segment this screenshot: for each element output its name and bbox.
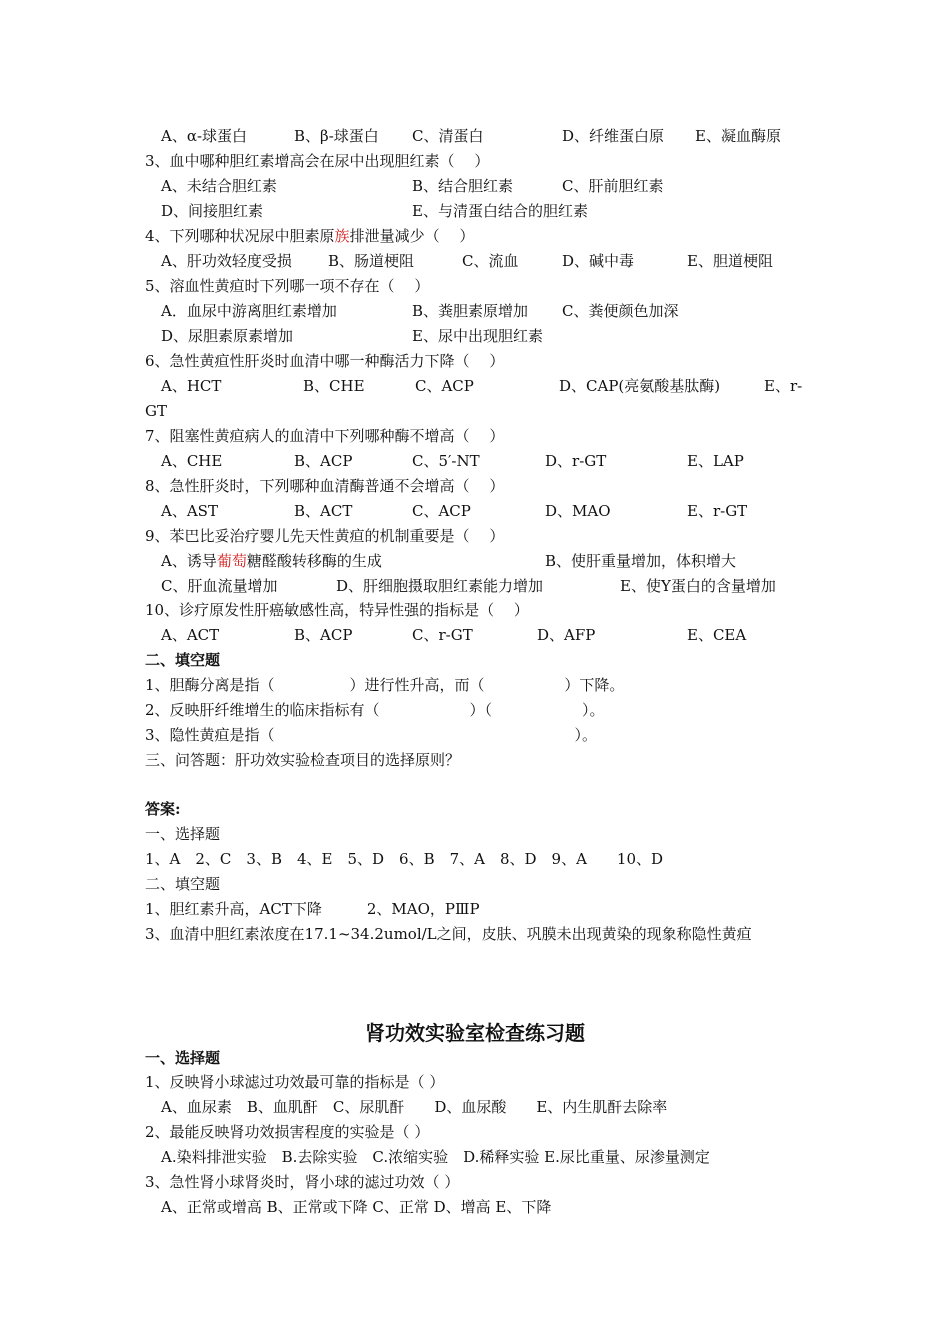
section-heading-fill: 二、填空题 — [145, 651, 221, 669]
option-a: A、α-球蛋白 — [161, 127, 248, 145]
option-a: A、AST — [161, 502, 218, 520]
option-e: E、使Y蛋白的含量增加 — [620, 577, 776, 595]
option-e: E、r- — [764, 377, 803, 395]
question-5: 5、溶血性黄疸时下列哪一项不存在（ ） — [145, 277, 430, 295]
question-3: 3、血中哪种胆红素增高会在尿中出现胆红素（ ） — [145, 152, 490, 170]
option-a: A．血尿中游离胆红素增加 — [161, 302, 337, 320]
option-b: B、使肝重量增加，体积增大 — [545, 552, 737, 570]
option-d: D、CAP(亮氨酸基肽酶) — [559, 377, 721, 395]
option-e: E、尿中出现胆红素 — [412, 327, 543, 345]
question-8: 8、急性肝炎时，下列哪种血清酶普通不会增高（ ） — [145, 477, 505, 495]
option-c: C、ACP — [415, 377, 474, 395]
option-a-suffix: 糖醛酸转移酶的生成 — [246, 552, 382, 570]
option-d: D、r-GT — [545, 452, 607, 470]
option-a: A、HCT — [161, 377, 222, 395]
option-a — [161, 551, 382, 571]
kidney-question-3-options: A、正常或增高 B、正常或下降 C、正常 D、增高 E、下降 — [161, 1198, 552, 1216]
option-d: D、纤维蛋白原 — [562, 127, 665, 145]
kidney-question-3: 3、急性肾小球肾炎时，肾小球的滤过功效（ ） — [145, 1173, 460, 1191]
option-b: B、结合胆红素 — [412, 177, 514, 195]
answers-section-choice: 一、选择题 — [145, 825, 221, 843]
option-d: D、尿胆素原素增加 — [161, 327, 294, 345]
option-d: D、AFP — [537, 626, 596, 644]
option-a: A、ACT — [161, 626, 220, 644]
option-e: E、r-GT — [687, 502, 748, 520]
answers-choice-list: 1、A 2、C 3、B 4、E 5、D 6、B 7、A 8、D 9、A 10、D — [145, 850, 664, 868]
option-e: E、CEA — [687, 626, 747, 644]
option-b: B、β-球蛋白 — [294, 127, 379, 145]
option-b: B、肠道梗阻 — [328, 252, 415, 270]
option-c: C、肝血流量增加 — [161, 577, 278, 595]
option-e: E、与清蛋白结合的胆红素 — [412, 202, 588, 220]
option-b: B、ACT — [294, 502, 353, 520]
option-b: B、ACP — [294, 626, 353, 644]
option-c: C、清蛋白 — [412, 127, 484, 145]
option-e: E、胆道梗阻 — [687, 252, 773, 270]
fill-question-3: 3、隐性黄疸是指（ ）。 — [145, 726, 598, 744]
question-10: 10、诊疗原发性肝癌敏感性高，特异性强的指标是（ ） — [145, 601, 529, 619]
answers-fill-1-2: 1、胆红素升高，ACT下降 2、MAO，PⅢP — [145, 900, 480, 918]
option-a-prefix: A、诱导 — [161, 552, 217, 570]
option-b: B、粪胆素原增加 — [412, 302, 529, 320]
option-d: D、间接胆红素 — [161, 202, 264, 220]
option-e: E、LAP — [687, 452, 744, 470]
fill-question-1: 1、胆酶分离是指（ ）进行性升高，而（ ）下降。 — [145, 676, 625, 694]
question-7: 7、阻塞性黄疸病人的血清中下列哪种酶不增高（ ） — [145, 427, 505, 445]
option-e-wrap: GT — [145, 402, 167, 420]
question-4-suffix: 排泄量减少（ ） — [349, 227, 475, 245]
answers-heading: 答案: — [145, 800, 181, 818]
option-d: D、碱中毒 — [562, 252, 635, 270]
question-6: 6、急性黄疸性肝炎时血清中哪一种酶活力下降（ ） — [145, 352, 505, 370]
option-c: C、r-GT — [412, 626, 473, 644]
answers-fill-3: 3、血清中胆红素浓度在17.1~34.2umol/L之间，皮肤、巩膜未出现黄染的现象称隐性黄疸 — [145, 925, 752, 943]
option-c: C、ACP — [412, 502, 471, 520]
option-a: A、未结合胆红素 — [161, 177, 277, 195]
kidney-question-1: 1、反映肾小球滤过功效最可靠的指标是（ ） — [145, 1073, 445, 1091]
option-b: B、ACP — [294, 452, 353, 470]
question-4-prefix: 4、下列哪种状况尿中胆素原 — [145, 227, 335, 245]
option-e: E、凝血酶原 — [695, 127, 781, 145]
option-a: A、肝功效轻度受损 — [161, 252, 292, 270]
fill-question-2: 2、反映肝纤维增生的临床指标有（ ）（ ）。 — [145, 701, 605, 719]
kidney-question-2-options: A.染料排泄实验 B.去除实验 C.浓缩实验 D.稀释实验 E.尿比重量、尿渗量测定 — [161, 1148, 710, 1166]
option-a-highlight: 葡萄 — [216, 552, 247, 570]
option-b: B、CHE — [303, 377, 365, 395]
answers-section-fill: 二、填空题 — [145, 875, 221, 893]
section-title: 肾功效实验室检查练习题 — [365, 1021, 585, 1045]
kidney-question-1-options: A、血尿素 B、血肌酐 C、尿肌酐 D、血尿酸 E、内生肌酐去除率 — [161, 1098, 668, 1116]
question-9: 9、苯巴比妥治疗婴儿先天性黄疸的机制重要是（ ） — [145, 527, 505, 545]
kidney-question-2: 2、最能反映肾功效损害程度的实验是（ ） — [145, 1123, 430, 1141]
option-c: C、5′-NT — [412, 452, 480, 470]
question-4-highlight: 族 — [334, 227, 350, 245]
essay-question: 三、问答题：肝功效实验检查项目的选择原则？ — [145, 751, 461, 769]
option-c: C、粪便颜色加深 — [562, 302, 679, 320]
option-d: D、肝细胞摄取胆红素能力增加 — [336, 577, 544, 595]
option-c: C、肝前胆红素 — [562, 177, 664, 195]
question-4 — [145, 226, 474, 246]
option-c: C、流血 — [462, 252, 519, 270]
section-heading-choice: 一、选择题 — [145, 1049, 221, 1067]
option-d: D、MAO — [545, 502, 611, 520]
option-a: A、CHE — [161, 452, 223, 470]
